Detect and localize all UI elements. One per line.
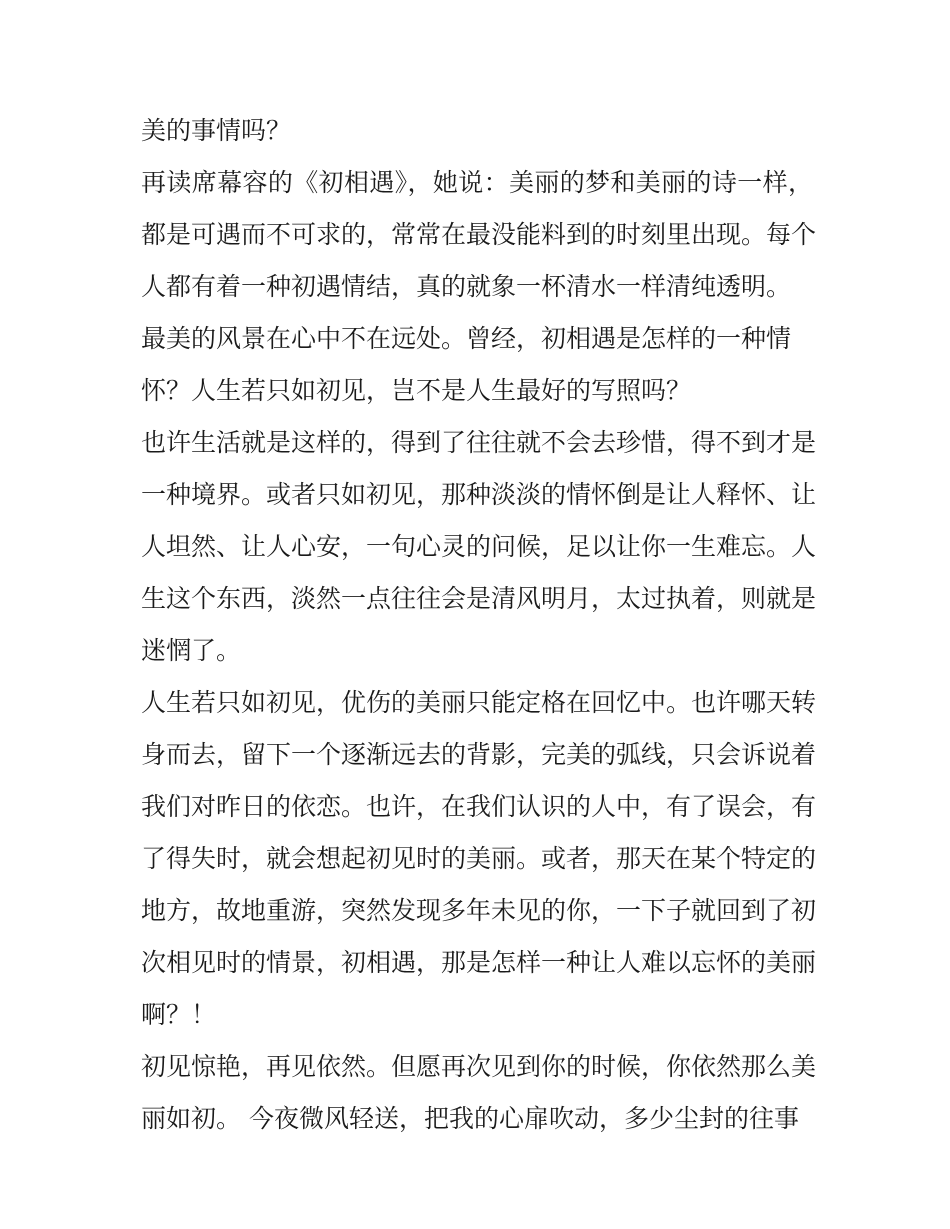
- text-line: 都是可遇而不可求的，常常在最没能料到的时刻里出现。每个: [141, 220, 817, 249]
- text-line: 人都有着一种初遇情结，真的就象一杯清水一样清纯透明。: [141, 272, 792, 301]
- text-line: 我们对昨日的依恋。也许，在我们认识的人中，有了误会，有: [141, 792, 817, 821]
- text-line: 人生若只如初见，优伤的美丽只能定格在回忆中。也许哪天转: [141, 688, 817, 717]
- text-line: 再读席幕容的《初相遇》，她说：美丽的梦和美丽的诗一样，: [141, 168, 813, 197]
- text-line: 迷惘了。: [141, 636, 242, 665]
- text-line: 了得失时，就会想起初见时的美丽。或者，那天在某个特定的: [141, 844, 817, 873]
- text-line: 初见惊艳，再见依然。但愿再次见到你的时候，你依然那么美: [141, 1052, 817, 1081]
- text-line: 地方，故地重游，突然发现多年未见的你，一下子就回到了初: [141, 896, 817, 925]
- text-line: 啊？！: [141, 1000, 217, 1029]
- document-body: [141, 105, 817, 1145]
- text-line: 生这个东西，淡然一点往往会是清风明月，太过执着，则就是: [141, 584, 817, 613]
- text-line: 次相见时的情景，初相遇，那是怎样一种让人难以忘怀的美丽: [141, 948, 817, 977]
- text-line: 也许生活就是这样的，得到了往往就不会去珍惜，得不到才是: [141, 428, 817, 457]
- text-line: 最美的风景在心中不在远处。曾经，初相遇是怎样的一种情: [141, 324, 792, 353]
- text-line: 怀？人生若只如初见，岂不是人生最好的写照吗？: [141, 376, 692, 405]
- text-line: 人坦然、让人心安，一句心灵的问候，足以让你一生难忘。人: [141, 532, 817, 561]
- text-line: 美的事情吗？: [141, 116, 292, 145]
- text-line: 一种境界。或者只如初见，那种淡淡的情怀倒是让人释怀、让: [141, 480, 817, 509]
- text-line: 身而去，留下一个逐渐远去的背影，完美的弧线，只会诉说着: [141, 740, 817, 769]
- text-line: 丽如初。 今夜微风轻送，把我的心扉吹动，多少尘封的往事: [141, 1104, 799, 1133]
